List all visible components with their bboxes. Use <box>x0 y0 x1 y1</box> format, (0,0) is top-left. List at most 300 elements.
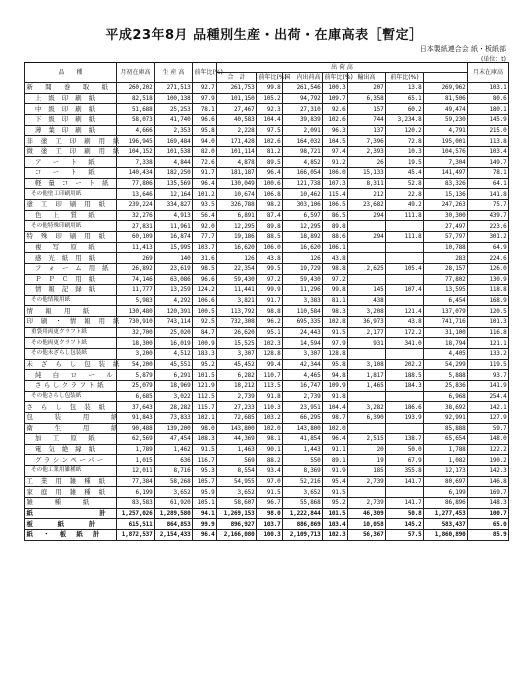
cell-percent: 65.1 <box>386 93 424 104</box>
cell-value: 11,777 <box>117 285 155 296</box>
row-label <box>25 476 117 487</box>
row-label <box>25 221 117 232</box>
cell-percent: 98.8 <box>257 306 283 317</box>
cell-percent: 180.1 <box>468 104 509 115</box>
cell-value: 10,788 <box>424 242 468 253</box>
cell-value: 732,308 <box>217 317 257 328</box>
cell-value: 13,259 <box>155 285 193 296</box>
cell-percent: 96.4 <box>257 168 283 179</box>
cell-value: 1,222,844 <box>283 508 323 519</box>
cell-value: 22,354 <box>217 263 257 274</box>
cell-percent: 96.2 <box>257 317 283 328</box>
cell-value: 3,652 <box>155 487 193 498</box>
cell-value: 137 <box>348 125 386 136</box>
cell-percent: 78.1 <box>193 104 217 115</box>
cell-value: 1,462 <box>155 444 193 455</box>
cell-value: 2,393 <box>348 146 386 157</box>
cell-value: 77,384 <box>117 476 155 487</box>
cell-value: 283 <box>424 253 468 264</box>
cell-value: 2,739 <box>283 391 323 402</box>
table-row <box>25 285 509 296</box>
cell-percent: 91.8 <box>323 391 348 402</box>
cell-value: 85,888 <box>424 423 468 434</box>
cell-percent: 64.9 <box>468 242 509 253</box>
table-row <box>25 455 509 466</box>
cell-percent: 104.4 <box>323 402 348 413</box>
cell-value: 41,740 <box>155 114 193 125</box>
cell-value: 72,685 <box>217 412 257 423</box>
row-label-text: ア ー ト 紙 <box>35 157 98 166</box>
cell-percent: 106.6 <box>193 295 217 306</box>
cell-percent: 64.1 <box>468 178 509 189</box>
cell-value: 2,154,433 <box>155 529 193 540</box>
cell-percent: 59.7 <box>468 423 509 434</box>
header-opening-stock: 月初在庫高 <box>117 63 155 83</box>
cell-percent: 98.3 <box>323 306 348 317</box>
cell-value: 334,827 <box>155 200 193 211</box>
cell-percent: 121.4 <box>386 306 424 317</box>
table-row <box>25 263 509 274</box>
row-label <box>25 295 117 306</box>
row-label <box>25 434 117 445</box>
row-label-text: さらしクラフト紙 <box>35 381 107 390</box>
cell-percent: 98.5 <box>193 263 217 274</box>
table-row <box>25 359 509 370</box>
cell-percent: 109.7 <box>323 93 348 104</box>
row-label-text: 情 報 記 録 紙 <box>35 285 98 294</box>
cell-value: 2,353 <box>155 125 193 136</box>
cell-value: 104,152 <box>117 146 155 157</box>
header-total-yoy: 前年比(%) <box>258 74 287 81</box>
cell-percent: 96.6 <box>193 114 217 125</box>
cell-value: 36,973 <box>348 317 386 328</box>
row-label <box>25 444 117 455</box>
table-row <box>25 274 509 285</box>
cell-value: 83,583 <box>117 497 155 508</box>
cell-value: 207 <box>348 83 386 94</box>
row-label <box>25 93 117 104</box>
cell-value: 896,927 <box>217 519 257 530</box>
cell-percent: 106.0 <box>323 168 348 179</box>
cell-value: 4,292 <box>155 295 193 306</box>
header-domestic-yoy: 前年比(%) <box>324 74 353 81</box>
table-row <box>25 317 509 328</box>
row-label-text: コ ー ト 紙 <box>35 168 98 177</box>
cell-value: 16,019 <box>155 338 193 349</box>
row-label-text: Ｐ Ｐ Ｃ 用 紙 <box>35 274 98 283</box>
cell-percent: 113.5 <box>257 380 283 391</box>
cell-value: 1,872,537 <box>117 529 155 540</box>
cell-value: 303,106 <box>283 200 323 211</box>
cell-value: 80,697 <box>424 476 468 487</box>
cell-value: 121,738 <box>283 178 323 189</box>
cell-percent: 101.5 <box>193 370 217 381</box>
cell-value: 27,831 <box>117 221 155 232</box>
cell-value: 886,869 <box>283 519 323 530</box>
cell-percent: 96.4 <box>193 178 217 189</box>
cell-percent: 89.8 <box>323 221 348 232</box>
cell-percent: 116.7 <box>193 455 217 466</box>
cell-percent: 106.1 <box>323 242 348 253</box>
cell-value: 6,454 <box>424 295 468 306</box>
cell-value: 45,452 <box>217 359 257 370</box>
cell-value: 5,879 <box>117 370 155 381</box>
cell-value: 8,369 <box>283 466 323 477</box>
row-label-text: 下 級 印 刷 紙 <box>35 115 98 124</box>
cell-percent: 104.5 <box>323 136 348 147</box>
organization-label: 日本製紙連合会 紙・板紙部 <box>419 45 506 53</box>
row-label-text: その他塗工印刷用紙 <box>31 190 82 197</box>
cell-value: 2,228 <box>217 125 257 136</box>
cell-value: 3,307 <box>283 349 323 360</box>
cell-percent: 94.0 <box>193 136 217 147</box>
row-label <box>25 497 117 508</box>
cell-value: 74,146 <box>117 274 155 285</box>
cell-value: 2,177 <box>348 327 386 338</box>
cell-percent: 148.3 <box>468 497 509 508</box>
row-label-text: フ ォ ー ム 用 紙 <box>35 264 112 273</box>
row-label <box>25 359 123 370</box>
cell-percent: 109.9 <box>323 380 348 391</box>
cell-value: 1,269,153 <box>217 508 257 519</box>
row-label <box>25 104 117 115</box>
cell-percent: 119.5 <box>468 359 509 370</box>
cell-value: 1,277,453 <box>424 508 468 519</box>
cell-value: 1,443 <box>283 444 323 455</box>
production-table <box>24 62 509 541</box>
row-label <box>25 285 117 296</box>
cell-value: 54,200 <box>117 359 155 370</box>
cell-value: 20 <box>348 444 386 455</box>
cell-percent: 215.0 <box>468 125 509 136</box>
cell-percent: 88.6 <box>323 231 348 242</box>
cell-value: 27,497 <box>424 221 468 232</box>
cell-percent: 100.9 <box>193 338 217 349</box>
cell-value: 3,108 <box>348 359 386 370</box>
cell-value: 100,138 <box>155 93 193 104</box>
row-label <box>25 83 117 94</box>
cell-value: 66,295 <box>283 412 323 423</box>
cell-value: 2,166,080 <box>217 529 257 540</box>
cell-percent: 254.4 <box>468 391 509 402</box>
cell-percent: 141.8 <box>468 189 509 200</box>
cell-value: 864,853 <box>155 519 193 530</box>
cell-percent: 106.0 <box>257 242 283 253</box>
cell-value: 18,969 <box>155 380 193 391</box>
cell-percent: 88.5 <box>257 231 283 242</box>
cell-value: 2,739 <box>217 391 257 402</box>
cell-percent <box>386 221 424 232</box>
cell-percent: 186.6 <box>386 402 424 413</box>
row-label-text: 印 刷 ・ 情 報 用 紙 <box>26 317 123 326</box>
cell-percent: 106.8 <box>257 189 283 200</box>
row-label <box>25 370 117 381</box>
cell-value: 6,358 <box>348 93 386 104</box>
cell-value: 27,233 <box>217 402 257 413</box>
cell-percent: 75.7 <box>468 200 509 211</box>
row-label-text: その他特殊印刷用紙 <box>31 222 82 229</box>
cell-value: 62,569 <box>117 434 155 445</box>
cell-value: 1,082 <box>424 455 468 466</box>
row-label <box>25 274 117 285</box>
cell-value: 11,961 <box>155 221 193 232</box>
table-row <box>25 476 509 487</box>
cell-value: 27,467 <box>217 104 257 115</box>
cell-percent: 116.8 <box>468 327 509 338</box>
cell-percent: 141.7 <box>386 497 424 508</box>
table-row <box>25 529 509 540</box>
cell-value: 8,554 <box>217 466 257 477</box>
cell-value: 59,430 <box>217 274 257 285</box>
cell-percent: 107.4 <box>386 285 424 296</box>
cell-value: 157 <box>348 104 386 115</box>
cell-value: 41,854 <box>283 434 323 445</box>
table-row <box>25 391 509 402</box>
cell-percent: 99.5 <box>257 263 283 274</box>
cell-percent: 105.7 <box>193 476 217 487</box>
cell-value: 19,729 <box>283 263 323 274</box>
row-label <box>25 210 117 221</box>
cell-percent: 105.2 <box>257 93 283 104</box>
cell-percent: 50.8 <box>386 508 424 519</box>
cell-percent: 97.2 <box>323 274 348 285</box>
cell-value: 32,700 <box>117 327 155 338</box>
cell-value: 49,474 <box>424 104 468 115</box>
row-label <box>25 529 117 540</box>
cell-percent: 92.3 <box>257 104 283 115</box>
table-row <box>25 221 509 232</box>
cell-percent: 99.9 <box>257 285 283 296</box>
cell-percent: 92.7 <box>193 83 217 94</box>
cell-value: 58,268 <box>155 476 193 487</box>
cell-value: 145 <box>348 285 386 296</box>
cell-percent: 142.3 <box>468 466 509 477</box>
cell-value: 5,888 <box>424 370 468 381</box>
cell-percent: 141.7 <box>386 476 424 487</box>
cell-value: 12,173 <box>424 466 468 477</box>
cell-percent: 124.2 <box>193 285 217 296</box>
cell-value: 1,463 <box>217 444 257 455</box>
row-label <box>25 146 123 157</box>
cell-percent <box>386 242 424 253</box>
table-row <box>25 136 509 147</box>
cell-value: 23,619 <box>155 263 193 274</box>
row-label <box>25 242 117 253</box>
cell-percent: 94.1 <box>193 508 217 519</box>
cell-value: 25,079 <box>117 380 155 391</box>
row-label-text: 特 殊 印 刷 用 紙 <box>26 232 109 241</box>
cell-percent: 133.2 <box>468 349 509 360</box>
table-row <box>25 497 509 508</box>
cell-percent: 224.6 <box>468 253 509 264</box>
cell-value: 269 <box>117 253 155 264</box>
cell-value: 4,844 <box>155 157 193 168</box>
cell-percent: 102.3 <box>323 529 348 540</box>
cell-percent: 95.3 <box>193 466 217 477</box>
row-label <box>25 306 117 317</box>
cell-value: 28,157 <box>424 263 468 274</box>
row-label-text: 塗 工 印 刷 用 紙 <box>26 200 109 209</box>
cell-value: 120,391 <box>155 306 193 317</box>
cell-value: 130,049 <box>217 178 257 189</box>
cell-value: 139,200 <box>155 423 193 434</box>
cell-value: 261,546 <box>283 83 323 94</box>
cell-percent: 108.3 <box>193 434 217 445</box>
row-label-text: 非 塗 工 印 刷 用 紙 <box>26 136 123 145</box>
header-shipment-group: 出 荷 高 <box>217 63 468 73</box>
cell-value: 2,739 <box>348 476 386 487</box>
cell-percent: 301.2 <box>468 231 509 242</box>
cell-percent: 93.4 <box>257 466 283 477</box>
cell-value: 615,511 <box>117 519 155 530</box>
cell-value: 171,428 <box>217 136 257 147</box>
cell-value: 37,643 <box>117 402 155 413</box>
table-row <box>25 210 509 221</box>
cell-percent: 169.7 <box>468 487 509 498</box>
cell-percent: 101.3 <box>468 317 509 328</box>
cell-value <box>348 253 386 264</box>
row-label-text: 複 写 原 紙 <box>35 242 98 251</box>
cell-value: 137,079 <box>424 306 468 317</box>
cell-value: 4,465 <box>283 370 323 381</box>
cell-value: 4,666 <box>117 125 155 136</box>
cell-value: 31,100 <box>424 327 468 338</box>
cell-percent: 113.8 <box>468 136 509 147</box>
cell-value: 113,792 <box>217 306 257 317</box>
cell-value: 91,843 <box>117 412 155 423</box>
row-label <box>25 519 117 530</box>
cell-percent: 111.8 <box>386 231 424 242</box>
row-label-text: さ ら し 包 装 紙 <box>26 402 109 411</box>
cell-value: 6,199 <box>117 487 155 498</box>
cell-value: 8,716 <box>155 466 193 477</box>
cell-percent: 91.1 <box>323 444 348 455</box>
cell-percent: 91.5 <box>323 487 348 498</box>
cell-percent: 121.1 <box>468 338 509 349</box>
cell-percent: 91.5 <box>323 327 348 338</box>
cell-value: 3,200 <box>117 349 155 360</box>
cell-value: 140 <box>155 253 193 264</box>
cell-value: 39,839 <box>283 114 323 125</box>
cell-value <box>348 349 386 360</box>
row-label <box>25 466 117 477</box>
cell-percent: 103.7 <box>257 519 283 530</box>
cell-percent: 341.0 <box>386 338 424 349</box>
row-label-text: その他未ざらし包装紙 <box>31 350 87 357</box>
cell-value: 18,794 <box>424 338 468 349</box>
table-row <box>25 83 509 94</box>
header-domestic: 国 内出荷高 <box>284 74 321 81</box>
cell-percent: 98.2 <box>257 200 283 211</box>
table-row <box>25 295 509 306</box>
cell-value: 1,289,580 <box>155 508 193 519</box>
cell-value: 82,518 <box>117 93 155 104</box>
cell-percent: 103.4 <box>323 519 348 530</box>
cell-percent: 127.9 <box>468 412 509 423</box>
cell-percent: 188.5 <box>386 370 424 381</box>
cell-percent: 102.3 <box>257 338 283 349</box>
cell-percent: 43.8 <box>386 317 424 328</box>
cell-value: 56,367 <box>348 529 386 540</box>
row-label <box>25 487 117 498</box>
table-row <box>25 114 509 125</box>
cell-percent: 107.3 <box>323 178 348 189</box>
cell-value: 7,338 <box>117 157 155 168</box>
cell-value: 3,652 <box>283 487 323 498</box>
cell-value: 16,874 <box>155 231 193 242</box>
cell-percent: 86.5 <box>323 210 348 221</box>
cell-value: 4,791 <box>424 125 468 136</box>
row-label-text: 紙 計 <box>26 508 110 517</box>
cell-value: 140,434 <box>117 168 155 179</box>
table-row <box>25 327 509 338</box>
row-label-text: 電 気 絶 縁 紙 <box>35 445 98 454</box>
cell-percent: 91.5 <box>257 487 283 498</box>
cell-value: 15,995 <box>155 242 193 253</box>
cell-value: 90,488 <box>117 423 155 434</box>
cell-value: 6,291 <box>155 370 193 381</box>
table-row <box>25 434 509 445</box>
cell-percent: 65.0 <box>468 519 509 530</box>
cell-value: 16,747 <box>283 380 323 391</box>
cell-percent: 91.7 <box>193 168 217 179</box>
cell-value: 12,295 <box>217 221 257 232</box>
cell-value: 181,187 <box>217 168 257 179</box>
cell-percent: 97.9 <box>323 338 348 349</box>
cell-percent: 128.8 <box>323 349 348 360</box>
cell-value: 19,186 <box>217 231 257 242</box>
cell-percent: 77.7 <box>193 231 217 242</box>
row-label-text: その他工業用雑種紙 <box>31 467 82 474</box>
cell-percent: 115.4 <box>323 189 348 200</box>
cell-percent: 118.8 <box>468 285 509 296</box>
cell-percent: 89.1 <box>323 455 348 466</box>
cell-value: 1,817 <box>348 370 386 381</box>
cell-value: 182,250 <box>155 168 193 179</box>
cell-percent: 97.0 <box>257 476 283 487</box>
cell-value: 2,625 <box>348 263 386 274</box>
cell-percent: 95.2 <box>323 497 348 508</box>
row-label-text: 情 報 用 紙 <box>26 306 93 315</box>
cell-percent <box>386 391 424 402</box>
row-label-text: その他さらし包装紙 <box>31 392 82 399</box>
cell-value: 59,230 <box>424 114 468 125</box>
cell-value: 6,390 <box>348 412 386 423</box>
cell-value: 59,430 <box>283 274 323 285</box>
cell-percent: 105.4 <box>386 263 424 274</box>
cell-percent: 98.8 <box>323 263 348 274</box>
cell-percent: 121.9 <box>193 380 217 391</box>
row-label-text: 重袋用両更クラフト紙 <box>31 329 87 336</box>
cell-value: 58,607 <box>217 497 257 508</box>
cell-value: 26,620 <box>217 327 257 338</box>
cell-value: 13,595 <box>424 285 468 296</box>
cell-value: 60,109 <box>117 231 155 242</box>
cell-value: 57,797 <box>424 231 468 242</box>
cell-value: 30,300 <box>424 210 468 221</box>
table-row <box>25 189 509 200</box>
cell-percent: 100.6 <box>257 178 283 189</box>
cell-percent: 10.3 <box>386 146 424 157</box>
cell-value: 25,020 <box>155 327 193 338</box>
cell-value: 98,721 <box>283 146 323 157</box>
cell-value: 3,208 <box>348 306 386 317</box>
cell-percent: 149.7 <box>468 157 509 168</box>
cell-value: 1,788 <box>424 444 468 455</box>
cell-percent: 97.4 <box>323 146 348 157</box>
cell-value: 47,454 <box>155 434 193 445</box>
cell-percent: 102.8 <box>323 317 348 328</box>
